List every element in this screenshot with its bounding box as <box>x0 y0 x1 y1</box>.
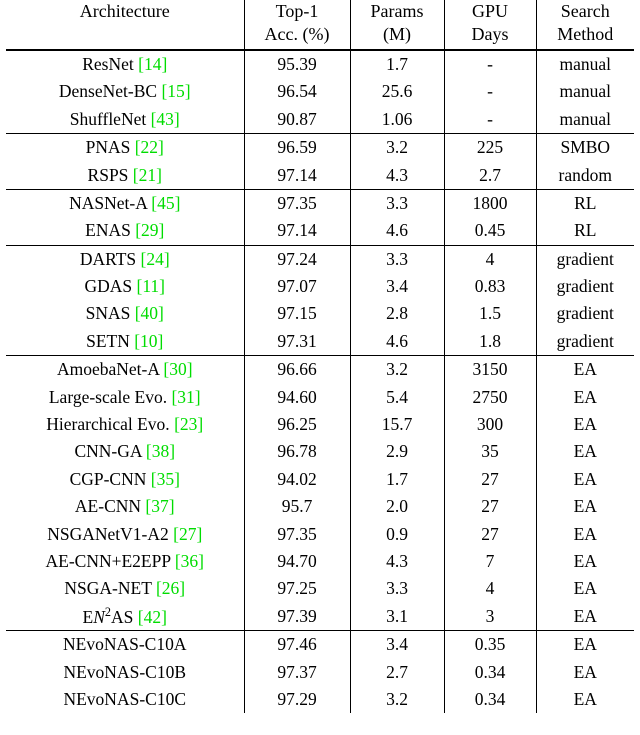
cell-params: 2.7 <box>350 659 444 686</box>
cell-accuracy: 97.31 <box>244 328 350 356</box>
citation-ref[interactable]: [42] <box>137 607 167 628</box>
cell-architecture: NEvoNAS-C10C <box>63 688 186 709</box>
cell-params: 4.6 <box>350 328 444 356</box>
cell-search-method: RL <box>536 189 634 217</box>
table-row <box>6 659 634 686</box>
table-row <box>6 466 634 493</box>
header-architecture-sub <box>6 22 244 50</box>
table-row <box>6 356 634 384</box>
cell-params: 1.7 <box>350 466 444 493</box>
citation-ref[interactable]: [15] <box>161 81 191 102</box>
cell-accuracy: 96.59 <box>244 134 350 162</box>
cell-gpu-days: 3150 <box>444 356 536 384</box>
cell-accuracy: 90.87 <box>244 106 350 134</box>
cell-accuracy: 97.39 <box>244 603 350 631</box>
cell-architecture: CGP-CNN [35] <box>69 468 180 489</box>
cell-params: 0.9 <box>350 521 444 548</box>
cell-architecture: ENAS [29] <box>85 220 165 241</box>
cell-architecture: CNN-GA [38] <box>74 441 176 462</box>
cell-accuracy: 97.07 <box>244 273 350 300</box>
cell-params: 5.4 <box>350 384 444 411</box>
citation-ref[interactable]: [30] <box>163 359 193 380</box>
table-row <box>6 603 634 631</box>
cell-accuracy: 96.54 <box>244 78 350 105</box>
table-row <box>6 328 634 356</box>
cell-architecture: NASNet-A [45] <box>6 189 244 217</box>
table-row <box>6 106 634 134</box>
header-gpu: GPU <box>444 0 536 22</box>
cell-accuracy: 97.25 <box>244 575 350 602</box>
cell-gpu-days: 3 <box>444 603 536 631</box>
cell-architecture: PNAS [22] <box>6 134 244 162</box>
cell-accuracy: 94.70 <box>244 548 350 575</box>
cell-search-method: EA <box>536 659 634 686</box>
table-row <box>6 217 634 245</box>
table-row <box>6 575 634 602</box>
cell-search-method: EA <box>536 466 634 493</box>
cell-architecture: SNAS [40] <box>85 303 164 324</box>
citation-ref[interactable]: [31] <box>171 386 201 407</box>
cell-accuracy: 97.14 <box>244 217 350 245</box>
cell-gpu-days: 225 <box>444 134 536 162</box>
cell-architecture: ResNet [14] <box>6 50 244 78</box>
cell-accuracy: 96.78 <box>244 438 350 465</box>
table-row <box>6 50 634 78</box>
table-header <box>6 0 634 50</box>
table-row <box>6 384 634 411</box>
cell-architecture: NSGANetV1-A2 [27] <box>47 523 203 544</box>
cell-search-method: EA <box>536 548 634 575</box>
citation-ref[interactable]: [22] <box>134 137 164 158</box>
cell-params: 2.8 <box>350 301 444 328</box>
cell-search-method: gradient <box>536 273 634 300</box>
cell-search-method: EA <box>536 603 634 631</box>
cell-accuracy: 97.29 <box>244 686 350 713</box>
table-row <box>6 548 634 575</box>
cell-search-method: EA <box>536 686 634 713</box>
cell-accuracy: 95.39 <box>244 50 350 78</box>
cell-search-method: EA <box>536 411 634 438</box>
table-row <box>6 134 634 162</box>
citation-ref[interactable]: [35] <box>150 468 180 489</box>
cell-architecture: Hierarchical Evo. [23] <box>46 414 204 435</box>
cell-accuracy: 97.14 <box>244 162 350 190</box>
table-row <box>6 189 634 217</box>
header-top1-sub: Acc. (%) <box>244 22 350 50</box>
citation-ref[interactable]: [29] <box>135 220 165 241</box>
header-architecture: Architecture <box>79 1 170 21</box>
cell-accuracy: 95.7 <box>244 493 350 520</box>
cell-accuracy: 96.25 <box>244 411 350 438</box>
cell-search-method: random <box>536 162 634 190</box>
table-row <box>6 438 634 465</box>
cell-gpu-days: 2.7 <box>444 162 536 190</box>
cell-accuracy: 96.66 <box>244 356 350 384</box>
cell-gpu-days: 0.34 <box>444 686 536 713</box>
cell-search-method: EA <box>536 356 634 384</box>
cell-architecture: GDAS [11] <box>84 276 166 297</box>
citation-ref[interactable]: [40] <box>134 303 164 324</box>
citation-ref[interactable]: [24] <box>140 248 170 269</box>
cell-architecture: AE-CNN+E2EPP [36] <box>45 550 204 571</box>
cell-architecture: AE-CNN [37] <box>74 496 175 517</box>
cell-params: 4.3 <box>350 162 444 190</box>
citation-ref[interactable]: [26] <box>155 578 186 599</box>
table-row <box>6 245 634 273</box>
header-params-sub: (M) <box>350 22 444 50</box>
cell-search-method: gradient <box>536 328 634 356</box>
cell-accuracy: 97.46 <box>244 631 350 659</box>
cell-accuracy: 97.37 <box>244 659 350 686</box>
header-row-line1 <box>6 0 634 22</box>
cell-architecture: SETN [10] <box>86 330 164 351</box>
citation-ref[interactable]: [11] <box>136 276 166 297</box>
cell-params: 3.3 <box>350 575 444 602</box>
cell-params: 2.0 <box>350 493 444 520</box>
results-table <box>6 0 634 713</box>
table-row <box>6 521 634 548</box>
cell-accuracy: 97.15 <box>244 301 350 328</box>
citation-ref[interactable]: [45] <box>151 192 181 213</box>
cell-params: 4.6 <box>350 217 444 245</box>
cell-accuracy: 97.35 <box>244 189 350 217</box>
header-gpu-sub: Days <box>444 22 536 50</box>
cell-search-method: manual <box>536 78 634 105</box>
cell-architecture: DARTS [24] <box>6 245 244 273</box>
cell-accuracy: 94.60 <box>244 384 350 411</box>
header-params: Params <box>350 0 444 22</box>
citation-ref[interactable]: [21] <box>132 164 162 185</box>
cell-architecture: NEvoNAS-C10A <box>6 631 244 659</box>
cell-params: 1.06 <box>350 106 444 134</box>
cell-architecture: $EN^2AS$ [42] <box>82 605 167 628</box>
cell-params: 3.3 <box>350 245 444 273</box>
cell-params: 3.3 <box>350 189 444 217</box>
table-row <box>6 301 634 328</box>
cell-params: 25.6 <box>350 78 444 105</box>
citation-ref[interactable]: [14] <box>138 53 168 74</box>
cell-search-method: gradient <box>536 245 634 273</box>
cell-params: 1.7 <box>350 50 444 78</box>
cell-gpu-days: - <box>444 106 536 134</box>
cell-gpu-days: 0.34 <box>444 659 536 686</box>
cell-gpu-days: 7 <box>444 548 536 575</box>
cell-architecture: Large-scale Evo. [31] <box>48 386 201 407</box>
citation-ref[interactable]: [43] <box>150 108 180 129</box>
cell-gpu-days: 4 <box>444 575 536 602</box>
cell-search-method: EA <box>536 438 634 465</box>
cell-search-method: manual <box>536 106 634 134</box>
cell-params: 3.2 <box>350 356 444 384</box>
table-row <box>6 493 634 520</box>
table-row <box>6 686 634 713</box>
table-row <box>6 78 634 105</box>
table-body <box>6 50 634 713</box>
cell-architecture: NSGA-NET [26] <box>64 578 186 599</box>
cell-gpu-days: 27 <box>444 493 536 520</box>
cell-gpu-days: 27 <box>444 466 536 493</box>
cell-gpu-days: 2750 <box>444 384 536 411</box>
cell-architecture: NEvoNAS-C10B <box>63 661 186 682</box>
cell-gpu-days: 0.83 <box>444 273 536 300</box>
cell-params: 3.4 <box>350 273 444 300</box>
header-row-line2 <box>6 22 634 50</box>
cell-search-method: EA <box>536 575 634 602</box>
cell-gpu-days: 1.8 <box>444 328 536 356</box>
cell-params: 3.2 <box>350 686 444 713</box>
citation-ref[interactable]: [38] <box>145 441 176 462</box>
cell-gpu-days: 1.5 <box>444 301 536 328</box>
table-row <box>6 162 634 190</box>
cell-gpu-days: - <box>444 78 536 105</box>
cell-accuracy: 97.35 <box>244 521 350 548</box>
cell-search-method: SMBO <box>536 134 634 162</box>
cell-architecture: AmoebaNet-A [30] <box>6 356 244 384</box>
cell-gpu-days: 27 <box>444 521 536 548</box>
table-row <box>6 631 634 659</box>
citation-ref[interactable]: [27] <box>173 523 203 544</box>
cell-accuracy: 97.24 <box>244 245 350 273</box>
cell-search-method: EA <box>536 493 634 520</box>
header-top1: Top-1 <box>244 0 350 22</box>
cell-params: 3.1 <box>350 603 444 631</box>
citation-ref[interactable]: [36] <box>174 550 204 571</box>
cell-gpu-days: 300 <box>444 411 536 438</box>
cell-params: 3.4 <box>350 631 444 659</box>
cell-gpu-days: 1800 <box>444 189 536 217</box>
cell-search-method: manual <box>536 50 634 78</box>
cell-search-method: EA <box>536 631 634 659</box>
header-search: Search <box>536 0 634 22</box>
cell-search-method: RL <box>536 217 634 245</box>
cell-search-method: EA <box>536 521 634 548</box>
header-search-sub: Method <box>536 22 634 50</box>
cell-accuracy: 94.02 <box>244 466 350 493</box>
table-row <box>6 411 634 438</box>
cell-architecture: RSPS [21] <box>87 164 162 185</box>
cell-params: 2.9 <box>350 438 444 465</box>
cell-gpu-days: 0.35 <box>444 631 536 659</box>
cell-architecture: ShuffleNet [43] <box>69 108 180 129</box>
cell-params: 4.3 <box>350 548 444 575</box>
cell-gpu-days: 35 <box>444 438 536 465</box>
cell-params: 15.7 <box>350 411 444 438</box>
cell-architecture: DenseNet-BC [15] <box>58 81 191 102</box>
cell-gpu-days: 0.45 <box>444 217 536 245</box>
cell-gpu-days: 4 <box>444 245 536 273</box>
cell-search-method: EA <box>536 384 634 411</box>
cell-gpu-days: - <box>444 50 536 78</box>
citation-ref[interactable]: [37] <box>145 496 175 517</box>
cell-search-method: gradient <box>536 301 634 328</box>
citation-ref[interactable]: [23] <box>174 414 204 435</box>
cell-params: 3.2 <box>350 134 444 162</box>
table-row <box>6 273 634 300</box>
citation-ref[interactable]: [10] <box>134 330 164 351</box>
